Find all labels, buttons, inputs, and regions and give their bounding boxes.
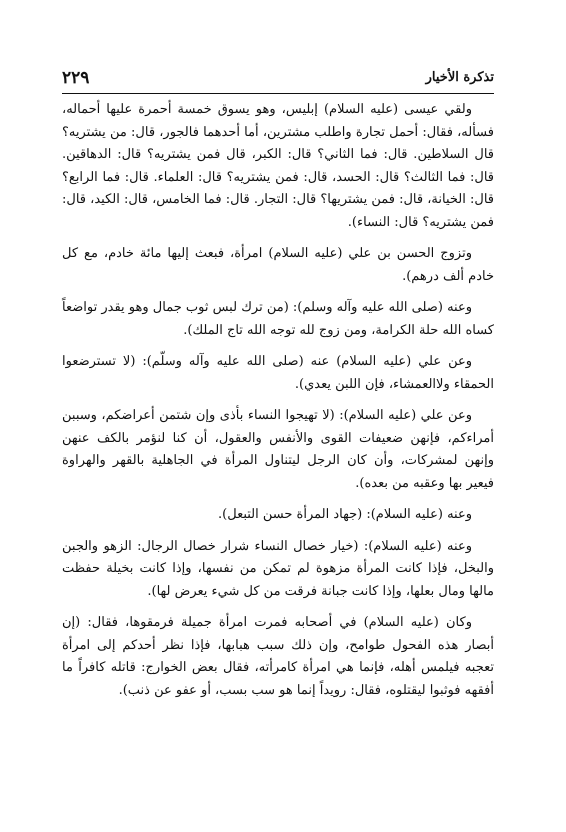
- page-body: [62, 99, 494, 711]
- paragraph: وكان (عليه السلام) في أصحابه فمرت امرأة جميلة فرمقوها، فقال: (إن أبصار هذه الفحول طوامح، وإن ذلك سبب هبابها، فإذا نظر أحدكم إلى امرأة تعجبه فيلمس أهله، فإنما هي امرأة كامرأته، فقال بعض الخوارج: قاتله كافراً ما أفقهه فوثبوا ليقتلوه، فقال: رويداً إنما هو سب بسب، أو عفو عن ذنب).: [62, 615, 494, 698]
- paragraph: وعنه (عليه السلام): (جهاد المرأة حسن التبعل).: [218, 507, 472, 522]
- book-title: تذكرة الأخيار: [425, 70, 494, 85]
- page-number: ٢٢٩: [62, 68, 90, 88]
- paragraph: وعنه (عليه السلام): (خيار خصال النساء شرار خصال الرجال: الزهو والجبن والبخل، فإذا كانت المرأة مزهوة لم تمكن من نفسها، وإذا كانت بخيلة حفظت مالها ومال بعلها، وإذا كانت جبانة فرقت من كل شيء يعرض لها).: [62, 538, 494, 599]
- running-header: [62, 66, 494, 92]
- paragraph: ولقي عيسى (عليه السلام) إبليس، وهو يسوق خمسة أحمرة عليها أحماله، فسأله، فقال: أحمل تجارة واطلب مشترين، أما أحدهما فالجور، قال: من يشتريه؟ قال السلاطين. قال: فما الثاني؟ قال: الكبر، قال فمن يشتريه؟ قال: الدهاقين. قال: فما الثالث؟ قال: الحسد، قال: فمن يشتريه؟ قال: العلماء. قال: فما الرابع؟ قال: الخيانة، قال: فمن يشتريها؟ قال: التجار. قال: فما الخامس، قال: الكيد، قال: فمن يشتريه؟ قال: النساء).: [62, 102, 494, 230]
- paragraph: وعنه (صلى الله عليه وآله وسلم): (من ترك لبس ثوب جمال وهو يقدر تواضعاً كساه الله حلة الكرامة، ومن زوج لله توجه الله تاج الملك).: [62, 300, 494, 338]
- header-divider: [62, 93, 494, 94]
- paragraph: وعن علي (عليه السلام) عنه (صلى الله عليه وآله وسلّم): (لا تسترضعوا الحمقاء ولاالعمشاء، فإن اللبن يعدي).: [62, 354, 494, 392]
- paragraph: وتزوج الحسن بن علي (عليه السلام) امرأة، فبعث إليها مائة خادم، مع كل خادم ألف درهم).: [62, 246, 494, 284]
- paragraph: وعن علي (عليه السلام): (لا تهيجوا النساء بأذى وإن شتمن أعراضكم، وسببن أمراءكم، فإنهن ضعيفات القوى والأنفس والعقول، أن كنا لنؤمر بالكف عنهن وإنهن لمشركات، وأن كان الرجل ليتناول المرأة في الجاهلية بالقهر والهراوة فيعير بها وعقبه من بعده).: [62, 408, 494, 491]
